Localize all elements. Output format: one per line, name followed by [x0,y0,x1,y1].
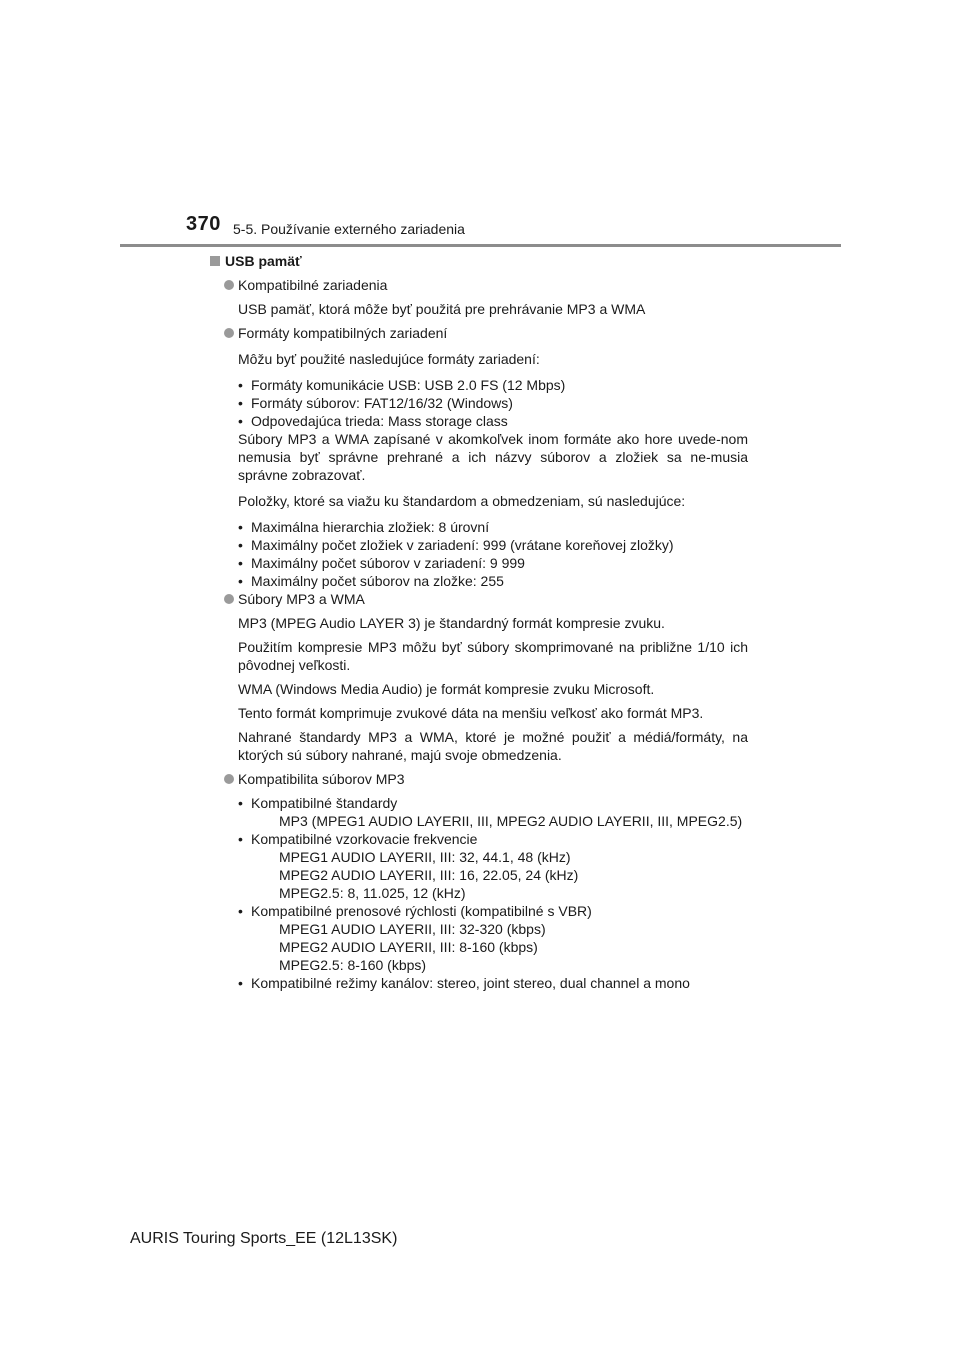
page-content [210,252,748,992]
list-item-detail: MPEG1 AUDIO LAYERII, III: 32, 44.1, 48 (kHz) [279,849,571,865]
subheading-formats [224,324,748,342]
paragraph-note: Súbory MP3 a WMA zapísané v akomkoľvek inom formáte ako hore uvede-nom nemusia byť správne prehrané a ich názvy súborov a zložiek sa ne-musia správne zobrazovať. [238,431,748,483]
list-item: • Kompatibilné vzorkovacie frekvencie [238,831,478,847]
circle-bullet-icon [224,280,234,290]
list-item-detail: MPEG2 AUDIO LAYERII, III: 16, 22.05, 24 (kHz) [279,867,579,883]
list-item: • Formáty súborov: FAT12/16/32 (Windows) [238,395,513,411]
paragraph: WMA (Windows Media Audio) je formát kompresie zvuku Microsoft. [238,681,655,697]
paragraph: Použitím kompresie MP3 môžu byť súbory skomprimované na približne 1/10 ich pôvodnej veľkosti. [238,639,748,673]
list-item: • Formáty komunikácie USB: USB 2.0 FS (12 Mbps) [238,377,566,393]
subheading-mp3-compatibility [224,770,748,788]
circle-bullet-icon [224,594,234,604]
circle-bullet-icon [224,328,234,338]
circle-bullet-icon [224,774,234,784]
page-number: 370 [186,213,221,235]
paragraph: Položky, ktoré sa viažu ku štandardom a obmedzeniam, sú nasledujúce: [238,493,686,509]
list-item: • Maximálna hierarchia zložiek: 8 úrovní [238,519,490,535]
subheading-compatible-devices [224,276,748,294]
mp3-compat-list [238,794,748,992]
document-id: AURIS Touring Sports_EE (12L13SK) [130,1230,398,1247]
paragraph: USB pamäť, ktorá môže byť použitá pre prehrávanie MP3 a WMA [238,301,646,317]
paragraph: Nahrané štandardy MP3 a WMA, ktoré je možné použiť a médiá/formáty, na ktorých sú súbory nahrané, majú svoje obmedzenia. [238,729,748,763]
subheading-files [224,590,748,608]
paragraph: MP3 (MPEG Audio LAYER 3) je štandardný formát kompresie zvuku. [238,615,665,631]
list-item: • Kompatibilné režimy kanálov: stereo, joint stereo, dual channel a mono [238,975,690,991]
formats-list [238,376,748,430]
subheading-text: Kompatibilné zariadenia [238,277,388,293]
list-item-detail: MP3 (MPEG1 AUDIO LAYERII, III, MPEG2 AUDIO LAYERII, III, MPEG2.5) [279,813,743,829]
list-item-detail: MPEG2.5: 8-160 (kbps) [279,957,427,973]
subheading-text: Formáty kompatibilných zariadení [238,325,448,341]
limits-list [238,518,748,590]
list-item-detail: MPEG2 AUDIO LAYERII, III: 8-160 (kbps) [279,939,538,955]
list-item: • Maximálny počet súborov v zariadení: 9 999 [238,555,525,571]
section-heading [210,252,748,270]
list-item: • Kompatibilné štandardy [238,795,398,811]
list-item: • Maximálny počet zložiek v zariadení: 999 (vrátane koreňovej zložky) [238,537,674,553]
subheading-text: Súbory MP3 a WMA [238,591,365,607]
list-item: • Odpovedajúca trieda: Mass storage class [238,413,508,429]
list-item: • Kompatibilné prenosové rýchlosti (kompatibilné s VBR) [238,903,592,919]
list-item-detail: MPEG1 AUDIO LAYERII, III: 32-320 (kbps) [279,921,546,937]
heading-text: USB pamäť [225,253,302,269]
paragraph: Tento formát komprimuje zvukové dáta na menšiu veľkosť ako formát MP3. [238,705,704,721]
list-item: • Maximálny počet súborov na zložke: 255 [238,573,504,589]
header-divider [120,244,841,247]
section-title: 5-5. Používanie externého zariadenia [233,221,465,237]
square-bullet-icon [210,256,220,266]
paragraph: Môžu byť použité nasledujúce formáty zariadení: [238,351,540,367]
subheading-text: Kompatibilita súborov MP3 [238,771,405,787]
list-item-detail: MPEG2.5: 8, 11.025, 12 (kHz) [279,885,466,901]
